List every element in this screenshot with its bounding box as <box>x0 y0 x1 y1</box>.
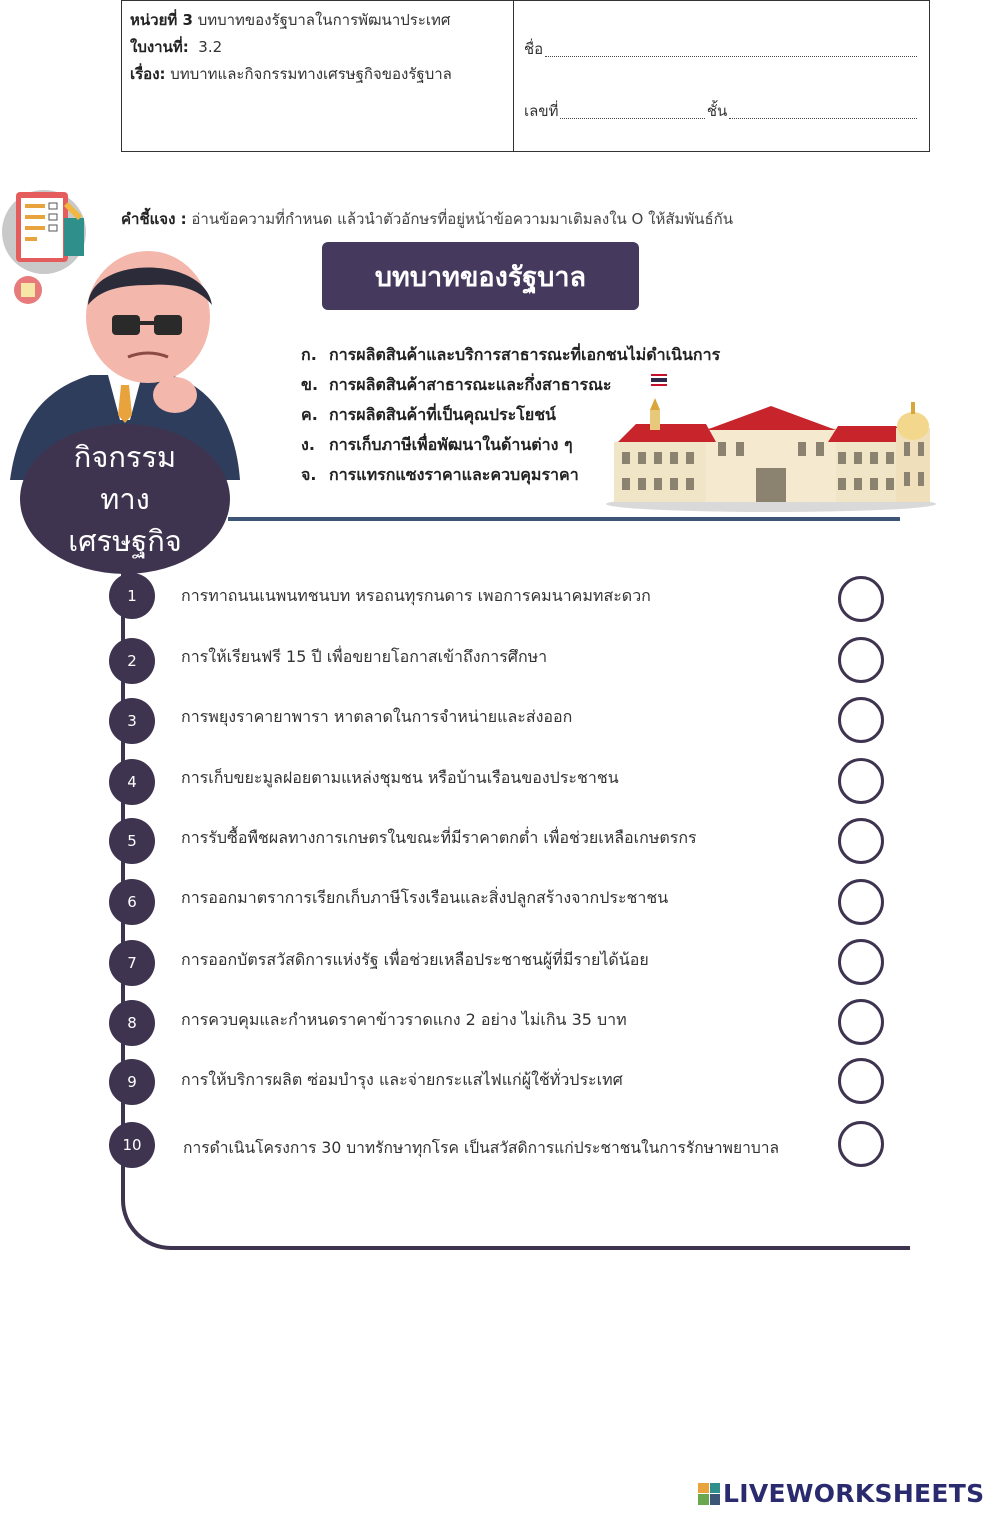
role-item: ง. การเก็บภาษีเพื่อพัฒนาในด้านต่าง ๆ <box>301 435 573 454</box>
role-item: ข. การผลิตสินค้าสาธารณะและกึ่งสาธารณะ <box>301 375 612 394</box>
name-field[interactable] <box>545 55 917 57</box>
item-text: การเก็บขยะมูลฝอยตามแหล่งชุมชน หรือบ้านเรือนของประชาชน <box>181 768 619 787</box>
unit-text: บทบาทของรัฐบาลในการพัฒนาประเทศ <box>197 11 451 29</box>
section-divider <box>228 517 900 521</box>
answer-circle-5[interactable] <box>838 818 884 864</box>
item-number: 5 <box>109 818 155 864</box>
answer-circle-10[interactable] <box>838 1121 884 1167</box>
role-item: ค. การผลิตสินค้าที่เป็นคุณประโยชน์ <box>301 405 556 424</box>
class-field[interactable] <box>729 117 917 119</box>
answer-circle-3[interactable] <box>838 697 884 743</box>
number-label: เลขที่ <box>524 102 559 120</box>
sheet-label: ใบงานที่: <box>130 38 189 56</box>
unit-label: หน่วยที่ 3 <box>130 11 193 29</box>
instruction-text: อ่านข้อความที่กำหนด แล้วนำตัวอักษรที่อยู่หน้าข้อความมาเติมลงใน O ให้สัมพันธ์กัน <box>191 210 734 228</box>
answer-circle-9[interactable] <box>838 1058 884 1104</box>
item-number: 6 <box>109 879 155 925</box>
liveworksheets-logo <box>698 1479 984 1508</box>
sheet-value: 3.2 <box>198 38 223 56</box>
name-label: ชื่อ <box>524 40 544 58</box>
item-text: การรับซื้อพืชผลทางการเกษตรในขณะที่มีราคาตกต่ำ เพื่อช่วยเหลือเกษตรกร <box>181 828 697 847</box>
item-number: 7 <box>109 940 155 986</box>
worksheet-header <box>121 0 930 152</box>
activities-title: กิจกรรม ทาง เศรษฐกิจ <box>20 424 230 574</box>
class-label: ชั้น <box>706 102 728 120</box>
number-field[interactable] <box>560 117 704 119</box>
answer-circle-1[interactable] <box>838 576 884 622</box>
item-number: 2 <box>109 638 155 684</box>
thai-flag-icon <box>651 374 667 386</box>
item-number: 1 <box>109 573 155 619</box>
item-number: 3 <box>109 698 155 744</box>
liveworksheets-logo-icon <box>698 1483 720 1505</box>
timeline-bottom-line <box>170 1246 910 1250</box>
answer-circle-6[interactable] <box>838 879 884 925</box>
topic-text: บทบาทและกิจกรรมทางเศรษฐกิจของรัฐบาล <box>170 65 452 83</box>
item-number: 10 <box>109 1122 155 1168</box>
item-text: การออกบัตรสวัสดิการแห่งรัฐ เพื่อช่วยเหลือประชาชนผู้ที่มีรายได้น้อย <box>181 950 649 969</box>
item-text: การดำเนินโครงการ 30 บาทรักษาทุกโรค เป็นสวัสดิการแก่ประชาชนในการรักษาพยาบาล <box>183 1139 780 1157</box>
item-text: การควบคุมและกำหนดราคาข้าวราดแกง 2 อย่าง ไม่เกิน 35 บาท <box>181 1010 627 1029</box>
student-info <box>514 1 929 151</box>
instruction <box>121 207 733 231</box>
government-house-illustration <box>606 398 936 512</box>
item-text: การให้เรียนฟรี 15 ปี เพื่อขยายโอกาสเข้าถึงการศึกษา <box>181 647 548 666</box>
logo-text: LIVEWORKSHEETS <box>723 1479 985 1508</box>
role-item: ก. การผลิตสินค้าและบริการสาธารณะที่เอกชนไม่ดำเนินการ <box>301 345 721 364</box>
header-info <box>122 1 514 151</box>
item-text: การออกมาตราการเรียกเก็บภาษีโรงเรือนและสิ่งปลูกสร้างจากประชาชน <box>181 888 669 907</box>
timeline-curve <box>121 1180 181 1250</box>
item-text: การให้บริการผลิต ซ่อมบำรุง และจ่ายกระแสไฟแก่ผู้ใช้ทั่วประเทศ <box>181 1070 623 1089</box>
answer-circle-2[interactable] <box>838 637 884 683</box>
item-number: 8 <box>109 1000 155 1046</box>
answer-circle-7[interactable] <box>838 939 884 985</box>
item-number: 4 <box>109 759 155 805</box>
item-text: การทาถนนเนพนทชนบท หรอถนทุรกนดาร เพอการคมนาคมทสะดวก <box>181 586 651 605</box>
item-number: 9 <box>109 1059 155 1105</box>
topic-label: เรื่อง: <box>130 65 166 83</box>
answer-circle-8[interactable] <box>838 999 884 1045</box>
item-text: การพยุงราคายาพารา หาตลาดในการจำหน่ายและส่งออก <box>181 707 573 726</box>
roles-title: บทบาทของรัฐบาล <box>322 242 639 310</box>
answer-circle-4[interactable] <box>838 758 884 804</box>
instruction-label: คำชี้แจง : <box>121 210 187 228</box>
role-item: จ. การแทรกแซงราคาและควบคุมราคา <box>301 465 579 484</box>
